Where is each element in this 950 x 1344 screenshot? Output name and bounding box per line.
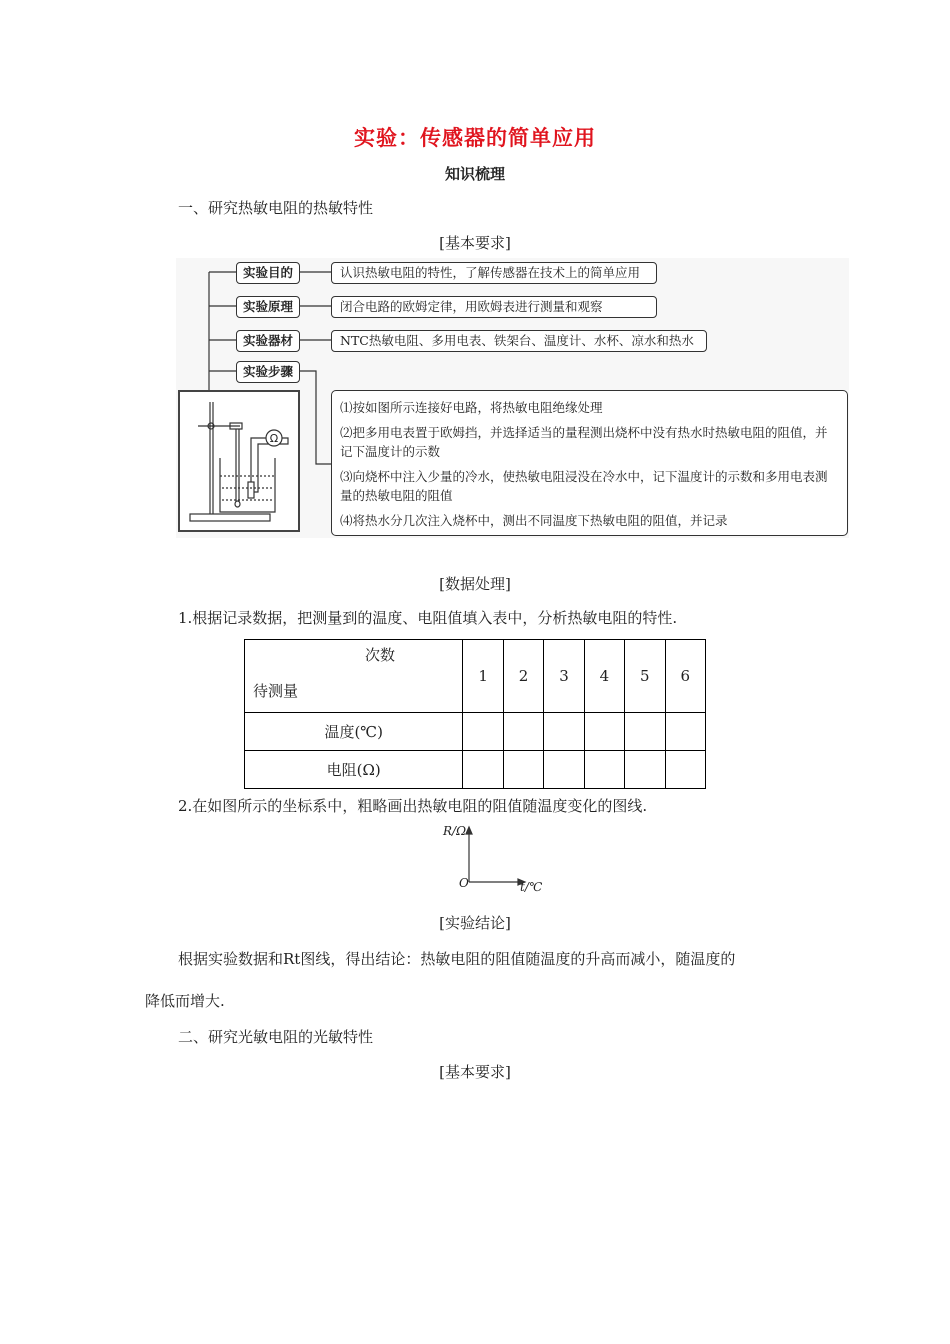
conclusion-line-1: 根据实验数据和Rt图线，得出结论：热敏电阻的阻值随温度的升高而减小，随温度的 xyxy=(178,950,736,968)
table-header-row xyxy=(245,640,706,713)
item-1: 1.根据记录数据，把测量到的温度、电阻值填入表中，分析热敏电阻的特性. xyxy=(178,609,678,627)
table-cell xyxy=(463,713,503,751)
col-header: 4 xyxy=(584,640,624,713)
apparatus-drawing xyxy=(180,392,298,530)
item-2: 2.在如图所示的坐标系中，粗略画出热敏电阻的阻值随温度变化的图线. xyxy=(178,797,648,815)
steps-box xyxy=(331,390,848,536)
header-quantity: 待测量 xyxy=(253,682,299,700)
step-4: ⑷将热水分几次注入烧杯中，测出不同温度下热敏电阻的阻值，并记录 xyxy=(340,513,728,528)
coordinate-axes xyxy=(440,822,545,897)
label-equipment: 实验器材 xyxy=(236,330,300,352)
table-cell xyxy=(584,751,624,789)
conclusion-heading: [实验结论] xyxy=(439,914,511,932)
table-cell xyxy=(503,751,543,789)
step-2: ⑵把多用电表置于欧姆挡，并选择适当的量程测出烧杯中没有热水时热敏电阻的阻值，并记下温度计的示数 xyxy=(340,425,828,459)
table-corner-cell xyxy=(245,640,463,713)
label-principle: 实验原理 xyxy=(236,296,300,318)
basic-requirements-heading: [基本要求] xyxy=(439,234,511,252)
col-header: 6 xyxy=(665,640,705,713)
table-cell xyxy=(665,751,705,789)
step-3: ⑶向烧杯中注入少量的冷水，使热敏电阻浸没在冷水中，记下温度计的示数和多用电表测量的热敏电阻的阻值 xyxy=(340,469,828,503)
row-label-resistance: 电阻(Ω) xyxy=(245,751,463,789)
table-cell xyxy=(665,713,705,751)
table-cell xyxy=(584,713,624,751)
basic-requirements-heading-2: [基本要求] xyxy=(439,1063,511,1081)
step-1: ⑴按如图所示连接好电路，将热敏电阻绝缘处理 xyxy=(340,400,603,415)
table-cell xyxy=(503,713,543,751)
label-purpose: 实验目的 xyxy=(236,262,300,284)
col-header: 2 xyxy=(503,640,543,713)
row-label-temperature: 温度(℃) xyxy=(245,713,463,751)
page-subtitle: 知识梳理 xyxy=(444,165,505,183)
page-title: 实验：传感器的简单应用 xyxy=(354,125,596,150)
apparatus-illustration xyxy=(178,390,300,532)
section-heading-2: 二、研究光敏电阻的光敏特性 xyxy=(178,1028,374,1046)
col-header: 1 xyxy=(463,640,503,713)
table-cell xyxy=(625,713,665,751)
y-axis-label: R/Ω xyxy=(443,824,467,838)
table-row xyxy=(245,751,706,789)
text-principle: 闭合电路的欧姆定律，用欧姆表进行测量和观察 xyxy=(331,296,657,318)
ohmmeter-symbol: Ω xyxy=(269,432,279,445)
header-count: 次数 xyxy=(365,646,396,664)
table-cell xyxy=(544,713,584,751)
table-cell xyxy=(544,751,584,789)
x-axis-label: t/℃ xyxy=(520,880,543,894)
data-processing-heading: [数据处理] xyxy=(439,575,511,593)
label-steps: 实验步骤 xyxy=(236,361,300,383)
text-equipment: NTC热敏电阻、多用电表、铁架台、温度计、水杯、凉水和热水 xyxy=(331,330,707,352)
col-header: 3 xyxy=(544,640,584,713)
col-header: 5 xyxy=(625,640,665,713)
experiment-diagram xyxy=(176,258,849,538)
table-cell xyxy=(625,751,665,789)
conclusion-line-2: 降低而增大. xyxy=(145,992,225,1010)
table-row xyxy=(245,713,706,751)
text-purpose: 认识热敏电阻的特性，了解传感器在技术上的简单应用 xyxy=(331,262,657,284)
table-cell xyxy=(463,751,503,789)
origin-label: O xyxy=(459,876,469,890)
section-heading-1: 一、研究热敏电阻的热敏特性 xyxy=(178,199,374,217)
data-table xyxy=(244,639,706,789)
